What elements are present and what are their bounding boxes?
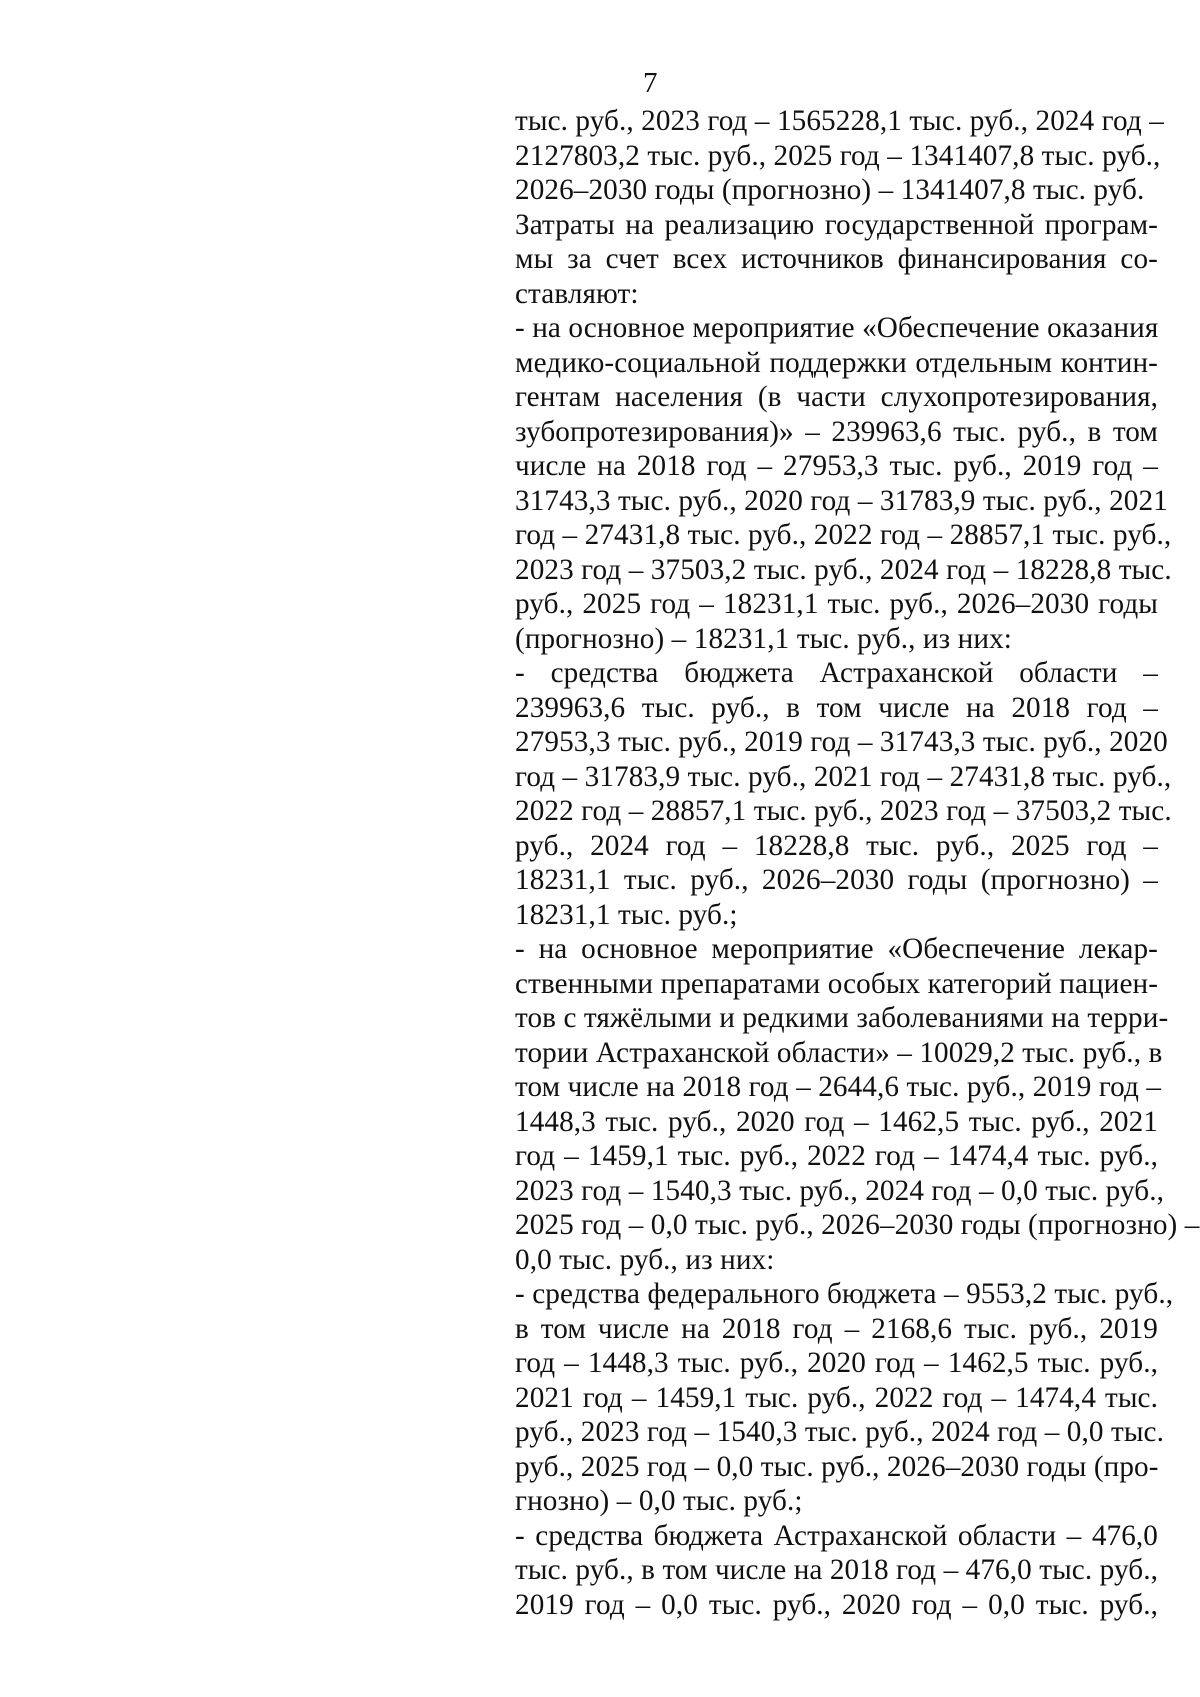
text-line: - на основное мероприятие «Обеспечение лекар- — [515, 933, 1158, 965]
text-line: - средства федерального бюджета – 9553,2 тыс. руб., — [515, 1278, 1174, 1310]
text-line: гнозно) – 0,0 тыс. руб.; — [515, 1485, 803, 1517]
text-line: 2025 год – 0,0 тыс. руб., 2026–2030 годы (прогнозно) – — [515, 1209, 1200, 1241]
text-line: 27953,3 тыс. руб., 2019 год – 31743,3 тыс. руб., 2020 — [515, 726, 1168, 758]
text-line: мы за счет всех источников финансирования со- — [515, 243, 1158, 275]
text-line: числе на 2018 год – 27953,3 тыс. руб., 2019 год – — [515, 450, 1158, 482]
text-line: - на основное мероприятие «Обеспечение оказания — [515, 312, 1159, 344]
text-line: руб., 2024 год – 18228,8 тыс. руб., 2025 год – — [515, 829, 1158, 862]
text-line: том числе на 2018 год – 2644,6 тыс. руб., 2019 год – — [515, 1071, 1162, 1103]
text-line: год – 1459,1 тыс. руб., 2022 год – 1474,4 тыс. руб., — [515, 1140, 1158, 1172]
text-line: 239963,6 тыс. руб., в том числе на 2018 год – — [515, 691, 1158, 724]
text-line: - средства бюджета Астраханской области – 476,0 — [515, 1519, 1158, 1552]
text-line: в том числе на 2018 год – 2168,6 тыс. руб., 2019 — [515, 1312, 1158, 1345]
text-line: ственными препаратами особых категорий пациен- — [515, 967, 1159, 1000]
text-line: зубопротезирования)» – 239963,6 тыс. руб., в том — [515, 415, 1158, 448]
text-line: тов с тяжёлыми и редкими заболеваниями на терри- — [515, 1002, 1169, 1034]
text-line: год – 27431,8 тыс. руб., 2022 год – 28857,1 тыс. руб., — [515, 519, 1172, 551]
text-line: - средства бюджета Астраханской области – — [515, 657, 1158, 689]
text-line: руб., 2025 год – 0,0 тыс. руб., 2026–2030 годы (про- — [515, 1450, 1159, 1483]
text-line: год – 31783,9 тыс. руб., 2021 год – 27431,8 тыс. руб., — [515, 760, 1172, 793]
text-line: 2022 год – 28857,1 тыс. руб., 2023 год – 37503,2 тыс. — [515, 795, 1172, 827]
text-line: год – 1448,3 тыс. руб., 2020 год – 1462,5 тыс. руб., — [515, 1347, 1158, 1379]
text-line: руб., 2025 год – 18231,1 тыс. руб., 2026–2030 годы — [515, 588, 1158, 620]
text-line: Затраты на реализацию государственной програм- — [515, 208, 1158, 241]
text-line: 31743,3 тыс. руб., 2020 год – 31783,9 тыс. руб., 2021 — [515, 484, 1168, 517]
text-line: 2021 год – 1459,1 тыс. руб., 2022 год – 1474,4 тыс. — [515, 1381, 1158, 1414]
text-line: тории Астраханской области» – 10029,2 тыс. руб., в — [515, 1036, 1163, 1069]
text-line: 18231,1 тыс. руб., 2026–2030 годы (прогнозно) – — [515, 864, 1158, 896]
text-line: 18231,1 тыс. руб.; — [515, 898, 738, 931]
page-number: 7 — [643, 67, 658, 99]
text-line: 1448,3 тыс. руб., 2020 год – 1462,5 тыс. руб., 2021 — [515, 1105, 1158, 1138]
text-line: 2026–2030 годы (прогнозно) – 1341407,8 тыс. руб. — [515, 174, 1145, 206]
text-line: 2127803,2 тыс. руб., 2025 год – 1341407,8 тыс. руб., — [515, 139, 1161, 172]
text-line: 0,0 тыс. руб., из них: — [515, 1243, 775, 1276]
text-line: гентам населения (в части слухопротезирования, — [515, 381, 1158, 413]
text-line: 2019 год – 0,0 тыс. руб., 2020 год – 0,0 тыс. руб., — [515, 1588, 1158, 1621]
document-text-column — [515, 104, 1200, 1622]
text-line: медико-социальной поддержки отдельным контин- — [515, 346, 1158, 379]
text-line: тыс. руб., 2023 год – 1565228,1 тыс. руб., 2024 год – — [515, 105, 1164, 137]
text-line: ставляют: — [515, 277, 639, 310]
text-line: 2023 год – 1540,3 тыс. руб., 2024 год – 0,0 тыс. руб., — [515, 1174, 1165, 1207]
text-line: 2023 год – 37503,2 тыс. руб., 2024 год – 18228,8 тыс. — [515, 553, 1172, 586]
text-line: тыс. руб., в том числе на 2018 год – 476,0 тыс. руб., — [515, 1554, 1159, 1586]
text-line: (прогнозно) – 18231,1 тыс. руб., из них: — [515, 622, 1012, 655]
text-line: руб., 2023 год – 1540,3 тыс. руб., 2024 год – 0,0 тыс. — [515, 1416, 1165, 1448]
